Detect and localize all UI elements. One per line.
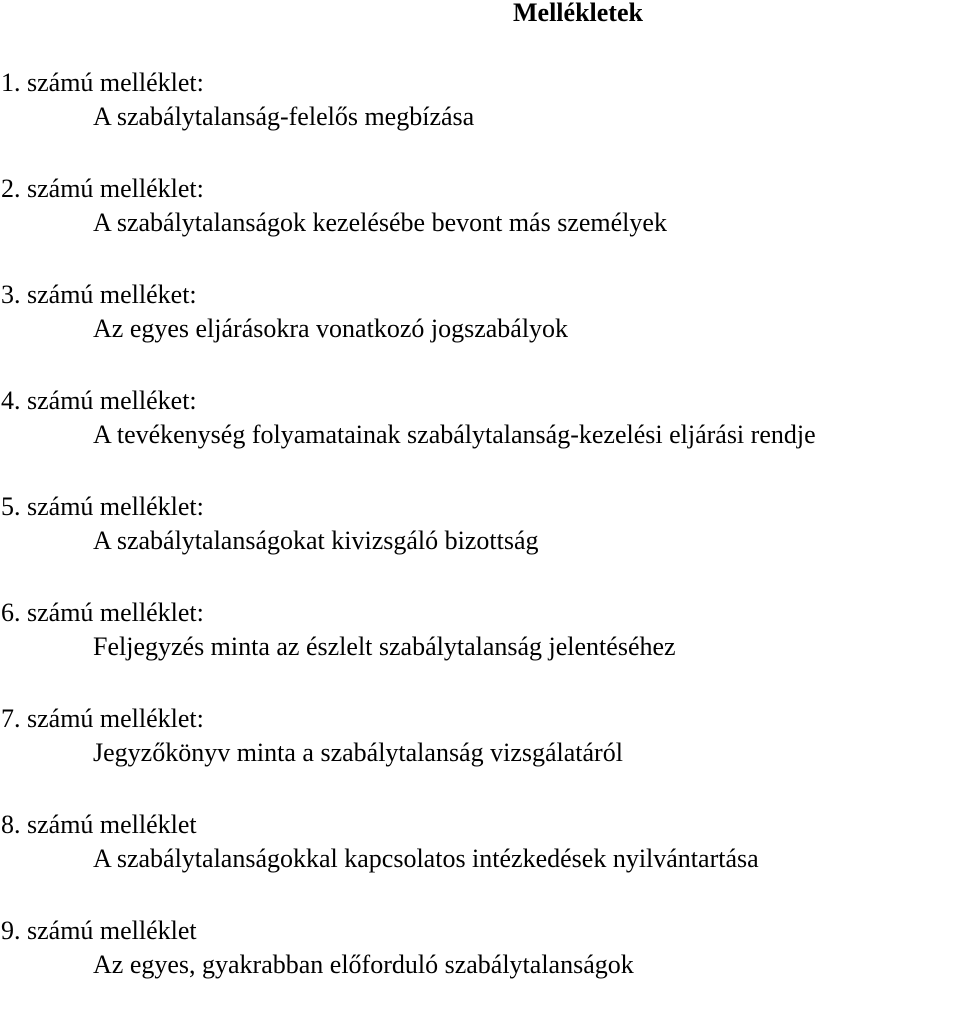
annex-item-7 xyxy=(0,702,816,808)
annex-item-1 xyxy=(0,66,816,172)
annex-label: 6. számú melléklet: xyxy=(1,598,204,627)
annex-label: 4. számú melléket: xyxy=(1,386,197,415)
annex-item-4 xyxy=(0,384,816,490)
annex-title: A szabálytalanságokkal kapcsolatos intézkedések nyilvántartása xyxy=(93,844,759,873)
annex-label: 2. számú melléklet: xyxy=(1,174,204,203)
annex-label: 5. számú melléklet: xyxy=(1,492,204,521)
annex-title: A szabálytalanságok kezelésébe bevont más személyek xyxy=(93,208,667,237)
annex-item-2 xyxy=(0,172,816,278)
annex-title: Az egyes eljárásokra vonatkozó jogszabályok xyxy=(93,314,569,343)
annex-title: A szabálytalanság-felelős megbízása xyxy=(93,102,475,131)
page-title: Mellékletek xyxy=(513,0,643,27)
annex-title: Jegyzőkönyv minta a szabálytalanság vizsgálatáról xyxy=(93,738,623,767)
annex-list xyxy=(0,66,816,1020)
annex-label: 8. számú melléklet xyxy=(1,810,197,839)
annex-label: 9. számú melléklet xyxy=(1,916,197,945)
annex-title: Feljegyzés minta az észlelt szabálytalanság jelentéséhez xyxy=(93,632,676,661)
annex-item-6 xyxy=(0,596,816,702)
annex-label: 3. számú melléket: xyxy=(1,280,197,309)
annex-title: A szabálytalanságokat kivizsgáló bizottság xyxy=(93,526,539,555)
annex-title: Az egyes, gyakrabban előforduló szabálytalanságok xyxy=(93,950,634,979)
annex-label: 1. számú melléklet: xyxy=(1,68,204,97)
annex-item-8 xyxy=(0,808,816,914)
annex-item-3 xyxy=(0,278,816,384)
annex-item-9 xyxy=(0,914,816,1020)
annex-item-5 xyxy=(0,490,816,596)
annex-title: A tevékenység folyamatainak szabálytalanság-kezelési eljárási rendje xyxy=(93,420,816,449)
annex-label: 7. számú melléklet: xyxy=(1,704,204,733)
